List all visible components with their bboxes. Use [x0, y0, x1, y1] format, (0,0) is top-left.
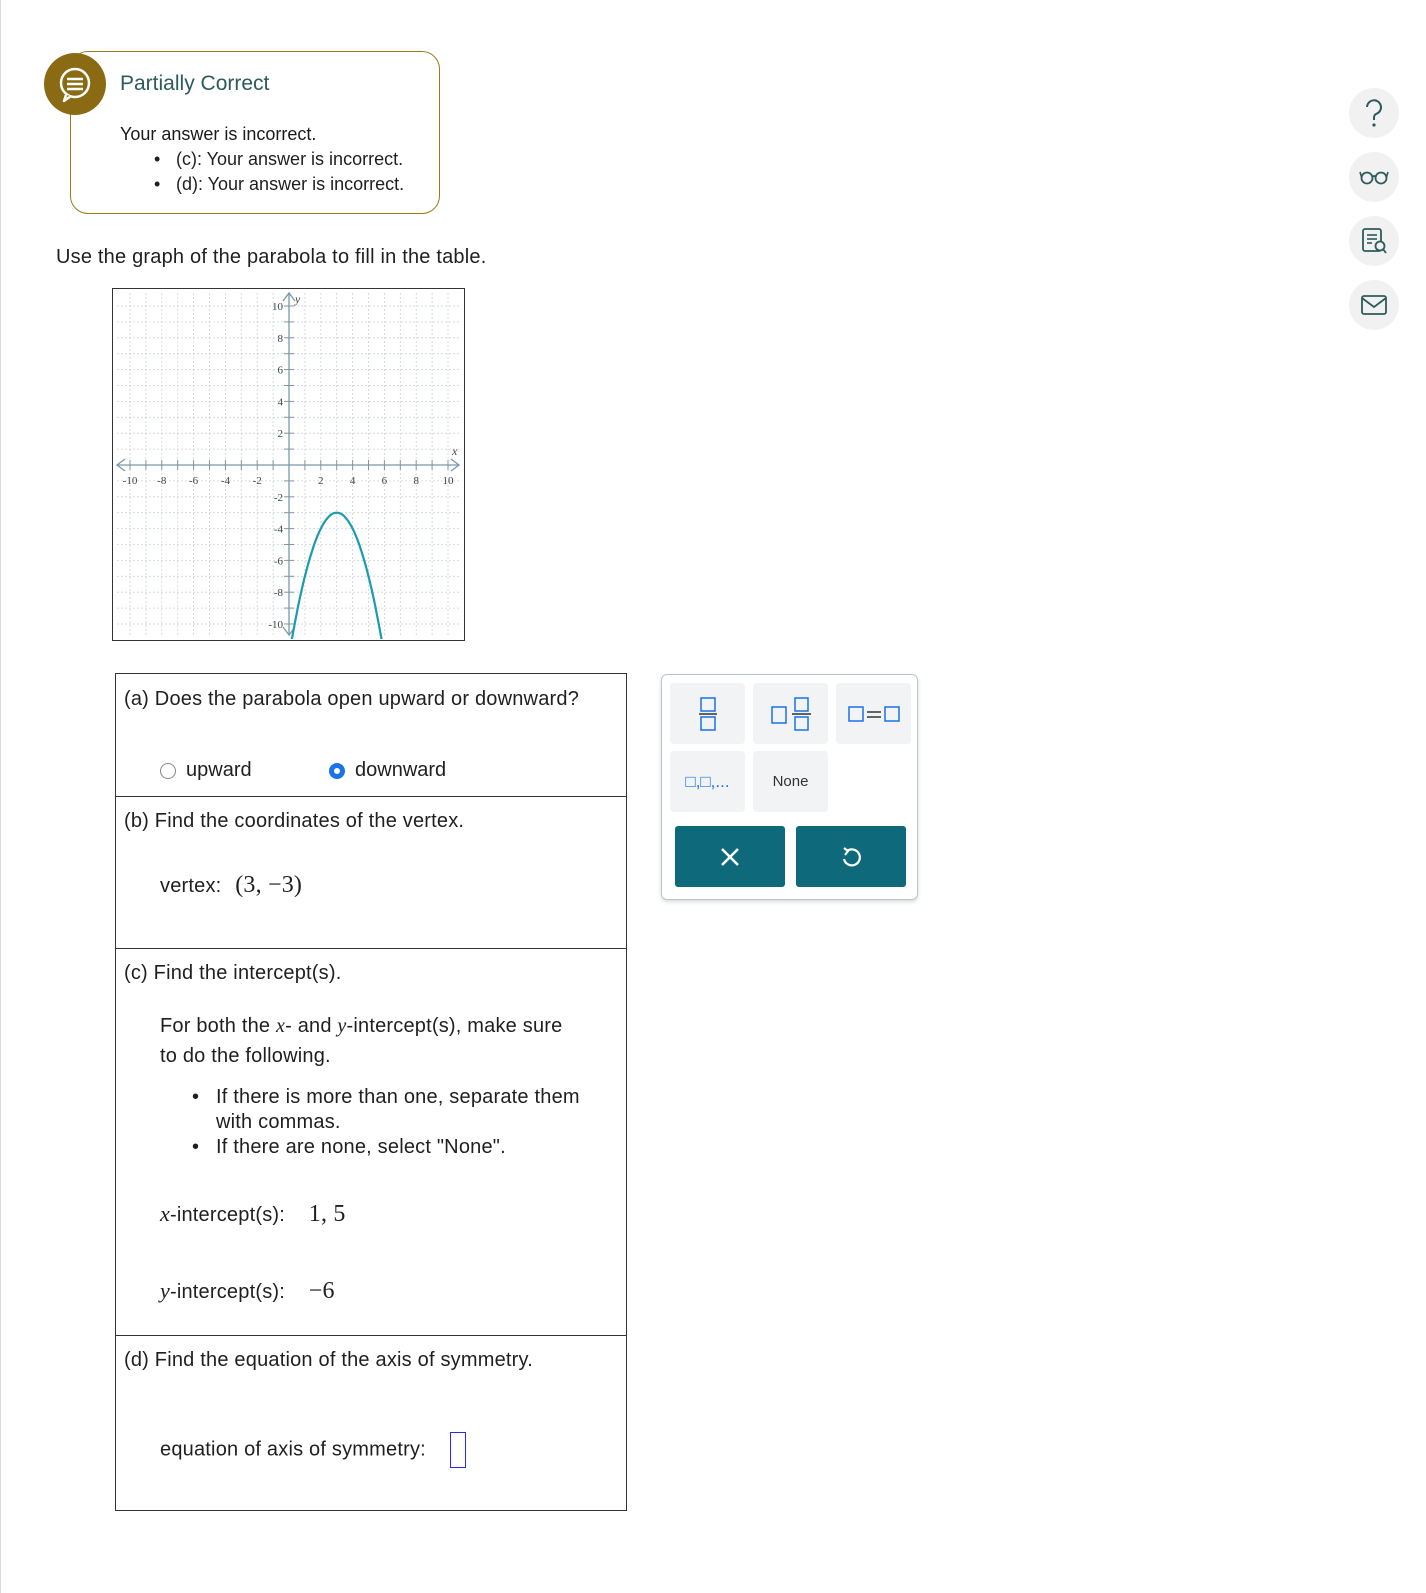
equation-icon [847, 704, 901, 724]
mail-icon [1360, 294, 1388, 316]
instructions-text: to do the following. [160, 1045, 331, 1067]
parabola-graph [112, 288, 465, 641]
question-b: (b) Find the coordinates of the vertex. [124, 810, 465, 832]
y-tick-label: -10 [268, 619, 283, 631]
rule-item: • If there are none, select "None". [192, 1135, 612, 1160]
reader-button[interactable] [1349, 152, 1399, 202]
textbook-icon [1361, 227, 1387, 255]
axis-answer-input[interactable] [450, 1432, 466, 1468]
help-button[interactable] [1349, 88, 1399, 138]
y-tick-label: 2 [277, 428, 283, 441]
x-tick-label: -2 [252, 475, 262, 487]
y-variable: y [337, 1015, 347, 1037]
axis-row [160, 1432, 466, 1468]
axis-label: equation of axis of symmetry: [160, 1438, 426, 1461]
instructions-text: For both the [160, 1015, 276, 1037]
radio-upward[interactable] [160, 759, 252, 782]
y-tick-label: 10 [272, 301, 283, 313]
question-table [115, 673, 627, 1511]
feedback-details [154, 149, 404, 199]
x-variable: x [276, 1015, 286, 1037]
mixed-number-icon [770, 696, 812, 732]
section-d [116, 1336, 626, 1509]
feedback-message: Your answer is incorrect. [120, 124, 317, 144]
clear-button[interactable] [675, 826, 785, 887]
radio-downward-label: downward [355, 759, 447, 781]
list-label: □,□,... [685, 771, 730, 791]
graph-svg [113, 289, 463, 639]
intercept-instructions [160, 1011, 562, 1071]
list-button[interactable] [670, 751, 745, 812]
fraction-button[interactable] [670, 683, 745, 744]
textbook-button[interactable] [1349, 216, 1399, 266]
message-button[interactable] [1349, 280, 1399, 330]
x-tick-label: -8 [157, 475, 167, 487]
y-intercept-row [160, 1278, 335, 1305]
close-icon [719, 846, 741, 868]
mixed-number-button[interactable] [753, 683, 828, 744]
undo-button[interactable] [796, 826, 906, 887]
y-tick-label: 8 [277, 332, 283, 345]
radio-downward-circle[interactable] [329, 763, 345, 779]
y-variable: y [160, 1278, 170, 1303]
vertex-value[interactable]: (3, −3) [235, 872, 303, 898]
rule-item: • If there is more than one, separate them with commas. [192, 1085, 612, 1135]
y-tick-label: -6 [273, 555, 283, 568]
x-tick-label: 2 [318, 475, 324, 487]
feedback-title: Partially Correct [120, 72, 270, 95]
x-tick-label: -4 [220, 475, 230, 487]
x-tick-label: 10 [442, 475, 454, 487]
section-a [116, 674, 626, 797]
feedback-detail: • (d): Your answer is incorrect. [154, 174, 404, 199]
page-edge [0, 0, 1, 1593]
question-a: (a) Does the parabola open upward or downward? [124, 688, 580, 710]
y-intercept-label: -intercept(s): [169, 1281, 286, 1303]
y-axis-label: y [295, 292, 301, 306]
y-intercept-value[interactable]: −6 [308, 1278, 335, 1304]
problem-prompt: Use the graph of the parabola to fill in the table. [56, 246, 487, 268]
undo-icon [839, 845, 863, 869]
y-tick-label: -8 [273, 587, 283, 600]
radio-upward-label: upward [186, 759, 252, 781]
x-tick-label: 8 [413, 475, 419, 487]
x-intercept-value[interactable]: 1, 5 [308, 1201, 346, 1227]
x-tick-label: -6 [189, 475, 199, 487]
intercept-rules [192, 1085, 612, 1160]
vertex-label: vertex: [160, 875, 222, 897]
radio-upward-circle[interactable] [160, 763, 176, 779]
y-tick-label: 6 [277, 364, 283, 377]
y-tick-label: 4 [277, 396, 283, 409]
section-b [116, 797, 626, 949]
instructions-text: - and [285, 1015, 338, 1037]
x-tick-label: -10 [122, 475, 138, 487]
section-c [116, 949, 626, 1336]
x-tick-label: 4 [349, 475, 356, 487]
instructions-text: -intercept(s), make sure [346, 1015, 563, 1037]
math-palette [661, 674, 918, 900]
x-intercept-row [160, 1201, 346, 1228]
x-tick-label: 6 [381, 475, 388, 487]
question-d: (d) Find the equation of the axis of symmetry. [124, 1349, 534, 1371]
vertex-row [160, 872, 302, 899]
x-axis-label: x [452, 444, 458, 458]
y-tick-label: -2 [273, 491, 283, 504]
fraction-icon [698, 696, 718, 732]
x-intercept-label: -intercept(s): [169, 1204, 286, 1226]
none-label: None [772, 773, 809, 790]
none-button[interactable] [753, 751, 828, 812]
equation-button[interactable] [836, 683, 911, 744]
radio-downward[interactable] [329, 759, 446, 782]
question-mark-icon [1361, 98, 1387, 128]
question-c: (c) Find the intercept(s). [124, 962, 342, 984]
feedback-icon [44, 53, 106, 115]
glasses-icon [1359, 169, 1389, 185]
feedback-detail: • (c): Your answer is incorrect. [154, 149, 404, 174]
x-variable: x [160, 1201, 170, 1226]
y-tick-label: -4 [273, 523, 283, 536]
